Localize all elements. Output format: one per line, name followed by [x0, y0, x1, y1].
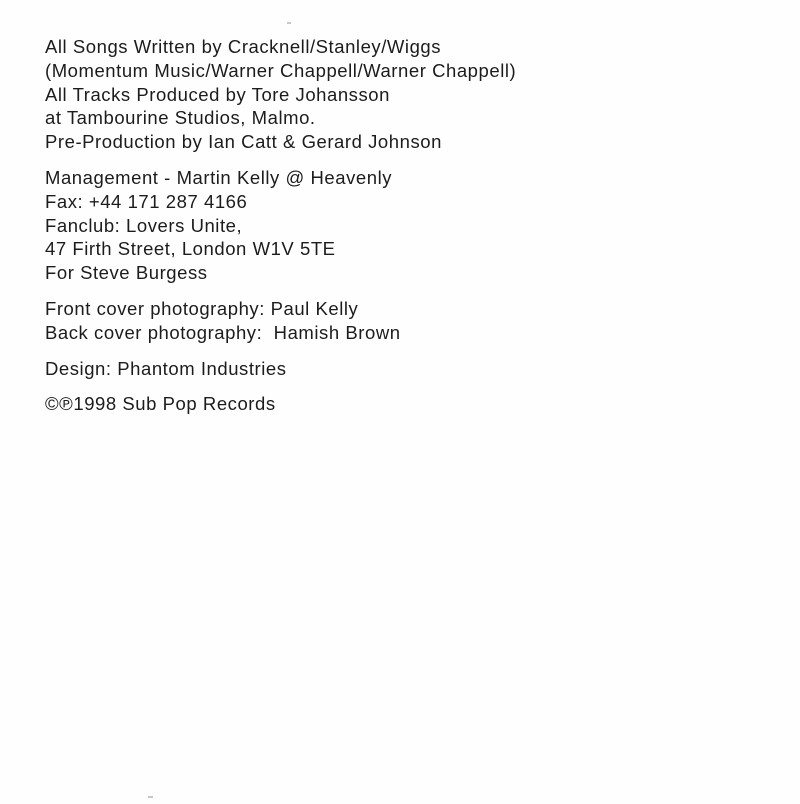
studio-credit: at Tambourine Studios, Malmo.: [45, 107, 316, 129]
songwriter-credit: All Songs Written by Cracknell/Stanley/Wiggs: [45, 36, 442, 57]
management-contact-block: [45, 166, 765, 285]
publisher-credit: (Momentum Music/Warner Chappell/Warner Chappell): [45, 59, 517, 81]
fanclub-contact: For Steve Burgess: [45, 262, 208, 284]
design-credit-block: [45, 357, 765, 381]
copyright-notice: ©℗1998 Sub Pop Records: [45, 393, 276, 415]
photography-credits: [45, 297, 765, 345]
fax-number: Fax: +44 171 287 4166: [45, 190, 248, 212]
print-speck: [287, 22, 291, 24]
design-credit: Design: Phantom Industries: [45, 357, 287, 379]
management-credit: Management - Martin Kelly @ Heavenly: [45, 166, 393, 188]
front-cover-credit: Front cover photography: Paul Kelly: [45, 297, 359, 319]
fanclub-address: 47 Firth Street, London W1V 5TE: [45, 238, 336, 260]
back-cover-credit: Back cover photography: Hamish Brown: [45, 321, 401, 343]
fanclub-name: Fanclub: Lovers Unite,: [45, 214, 243, 236]
print-speck: [148, 796, 153, 798]
pre-production-credit: Pre-Production by Ian Catt & Gerard Johnson: [45, 131, 442, 153]
credits-text: [45, 35, 765, 428]
copyright-block: [45, 392, 765, 416]
producer-credit: All Tracks Produced by Tore Johansson: [45, 83, 390, 105]
writing-production-credits: [45, 35, 765, 154]
